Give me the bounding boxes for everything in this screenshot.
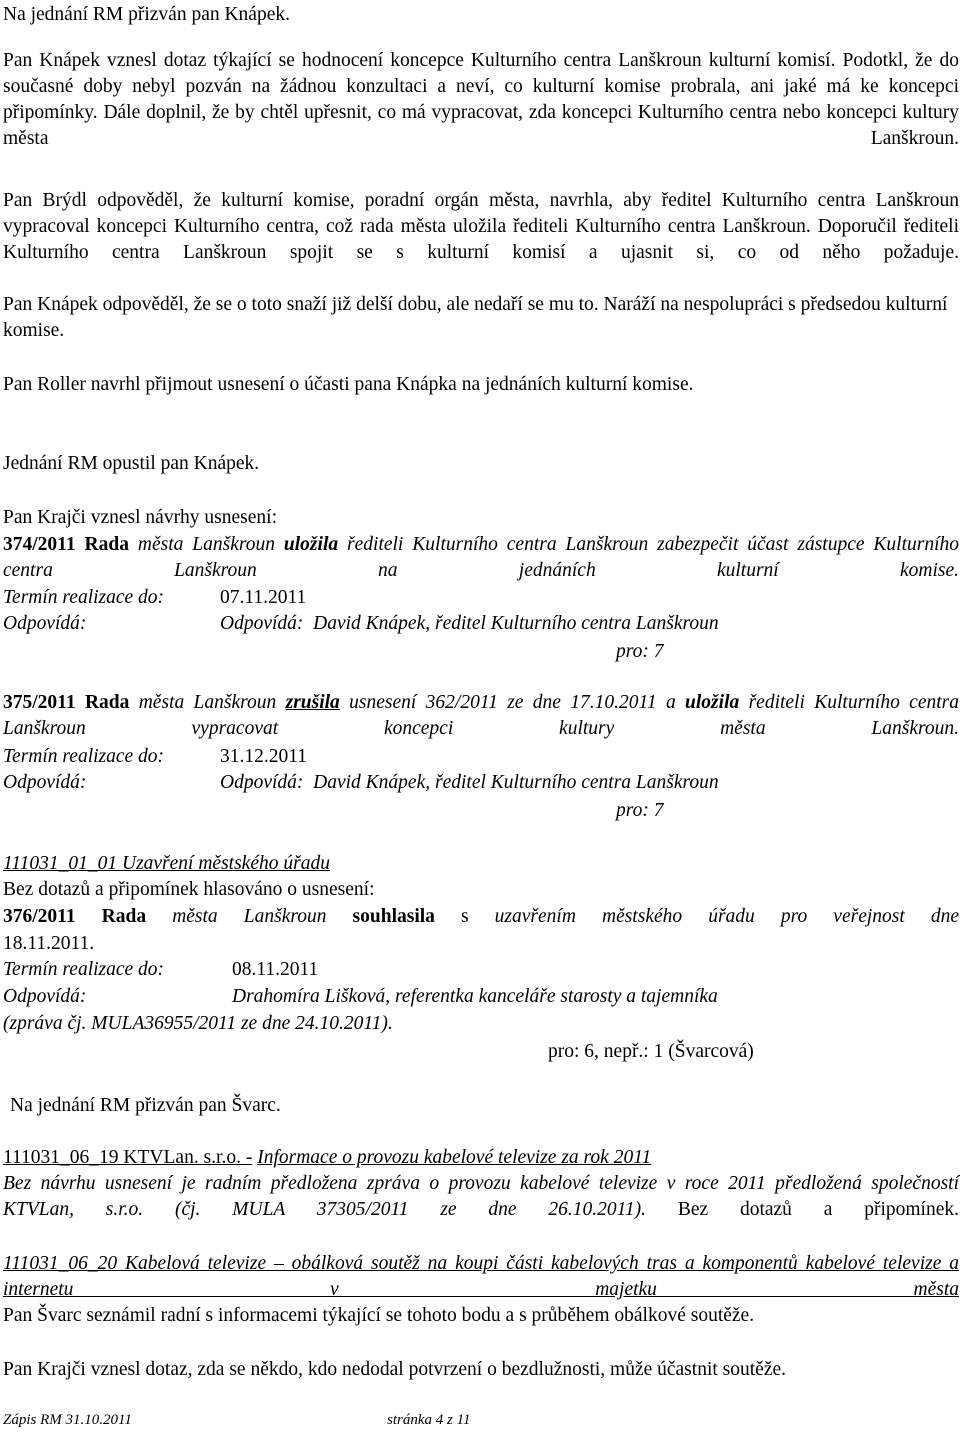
cable-tv-body [3,1171,959,1249]
agenda-item-heading [3,1145,651,1171]
term-value: 07.11.2011 [220,587,307,608]
cable-tv-no-comments: Bez dotazů a připomínek. [677,1199,959,1220]
paragraph-krajci-proposals: Pan Krajči vznesl návrhy usnesení: [3,507,278,528]
resolution-verb-cancel: zrušila [285,692,340,713]
cable-tv-report-text: Bez návrhu usnesení je radním předložena zpráva o provozu kabelové televize v roce 2011 předložená společností KTVLan, s.r.o. (čj. MULA 37305/2011 ze dne 26.10.2011). [3,1173,959,1220]
paragraph-knapek-question [3,48,959,178]
vote-result: pro: 7 [616,800,664,821]
knapek-question-text: Pan Knápek vznesl dotaz týkající se hodnocení koncepce Kulturního centra Lanškroun kulturní komisí. Podotkl, že do současné doby nebyl pozván na žádnou konzultaci a neví, co kulturní komise probrala, ani jaké má ke koncepci připomínky. [3,50,959,123]
paragraph-knapek-left: Jednání RM opustil pan Knápek. [3,453,260,474]
footer-page-number: stránka 4 z 11 [387,1412,471,1428]
responsible-value: Drahomíra Lišková, referentka kanceláře starosty a tajemníka [232,986,718,1007]
voting-intro: Bez dotazů a připomínek hlasováno o usnesení: [3,879,375,900]
resolution-number: 374/2011 [3,534,76,555]
vote-result: pro: 6, nepř.: 1 (Švarcová) [548,1041,754,1062]
resolution-city: města Lanškroun [172,906,327,927]
responsible-label: Odpovídá: [3,986,87,1007]
term-label: Termín realizace do: [3,959,165,980]
resolution-verb: uložila [283,534,339,555]
agenda-item-title: Informace o provozu kabelové televize za rok 2011 [257,1147,652,1168]
knapek-question-followup: Dále doplnil, že by chtěl upřesnit, co má vypracovat, zda koncepci Kulturního centra nebo koncepci kultury města Lanškroun. [3,102,960,149]
resolution-middle: usnesení 362/2011 ze dne 17.10.2011 a [349,692,676,713]
vote-result: pro: 7 [616,641,664,662]
term-value: 31.12.2011 [220,746,308,767]
resolution-body: Rada [84,692,130,713]
paragraph-invited-svarc: Na jednání RM přizván pan Švarc. [10,1095,281,1116]
agenda-item-heading: 111031_01_01 Uzavření městského úřadu [3,853,330,874]
responsible-label: Odpovídá: [3,613,87,634]
term-label: Termín realizace do: [3,746,165,767]
footer-minutes-date: Zápis RM 31.10.2011 [3,1412,132,1428]
agenda-item-number: 111031_06_19 KTVLan. s.r.o. - [3,1147,253,1168]
paragraph-krajci-question: Pan Krajči vznesl dotaz, zda se někdo, kdo nedodal potvrzení o bezdlužnosti, může účastnit soutěže. [3,1359,786,1380]
resolution-date: 18.11.2011. [3,933,95,954]
agenda-item-heading: 111031_06_20 Kabelová televize – obálková soutěž na koupi části kabelových tras a komponentů kabelové televize a internetu v majetku města [3,1253,959,1300]
resolution-verb: souhlasila [352,906,435,927]
resolution-number: 375/2011 [3,692,76,713]
resolution-body: Rada [101,906,147,927]
term-value: 08.11.2011 [232,959,319,980]
resolution-verb-order: uložila [685,692,740,713]
resolution-body: Rada [84,534,129,555]
resolution-number: 376/2011 [3,906,76,927]
resolution-city: města Lanškroun [138,692,277,713]
responsible-value: Odpovídá: David Knápek, ředitel Kulturního centra Lanškroun [220,772,719,793]
resolution-content: řediteli Kulturního centra Lanškroun vypracovat koncepci kultury města Lanškroun. [3,692,959,739]
resolution-376-text [3,904,959,956]
term-label: Termín realizace do: [3,587,165,608]
resolution-content: řediteli Kulturního centra Lanškroun zabezpečit účast zástupce Kulturního centra Lanškroun na jednáních kulturní komise. [3,534,960,581]
responsible-label: Odpovídá: [3,772,87,793]
resolution-city: města Lanškroun [137,534,275,555]
resolution-preposition: s [461,906,469,927]
paragraph-svarc-info: Pan Švarc seznámil radní s informacemi týkající se tohoto bodu a s průběhem obálkové soutěže. [3,1305,755,1326]
report-reference: (zpráva čj. MULA36955/2011 ze dne 24.10.2011). [3,1013,393,1034]
resolution-content: uzavřením městského úřadu pro veřejnost dne [494,906,960,927]
paragraph-invited-knapek: Na jednání RM přizván pan Knápek. [3,4,290,25]
paragraph-brydl-reply: Pan Brýdl odpověděl, že kulturní komise, poradní orgán města, navrhla, aby ředitel Kulturního centra Lanškroun vypracoval koncepci Kulturního centra, což rada města uložila řediteli Kulturního centra Lanškroun. Doporučil řediteli Kulturního centra Lanškroun spojit se s kulturní komisí a ujasnit si, co od něho požaduje. [3,190,959,263]
paragraph-knapek-reply: Pan Knápek odpověděl, že se o toto snaží již delší dobu, ale nedaří se mu to. Naráží na nespolupráci s předsedou kulturní komise. [3,294,948,341]
paragraph-roller-proposal: Pan Roller navrhl přijmout usnesení o účasti pana Knápka na jednáních kulturní komise. [3,374,694,395]
responsible-value: Odpovídá: David Knápek, ředitel Kulturního centra Lanškroun [220,613,719,634]
